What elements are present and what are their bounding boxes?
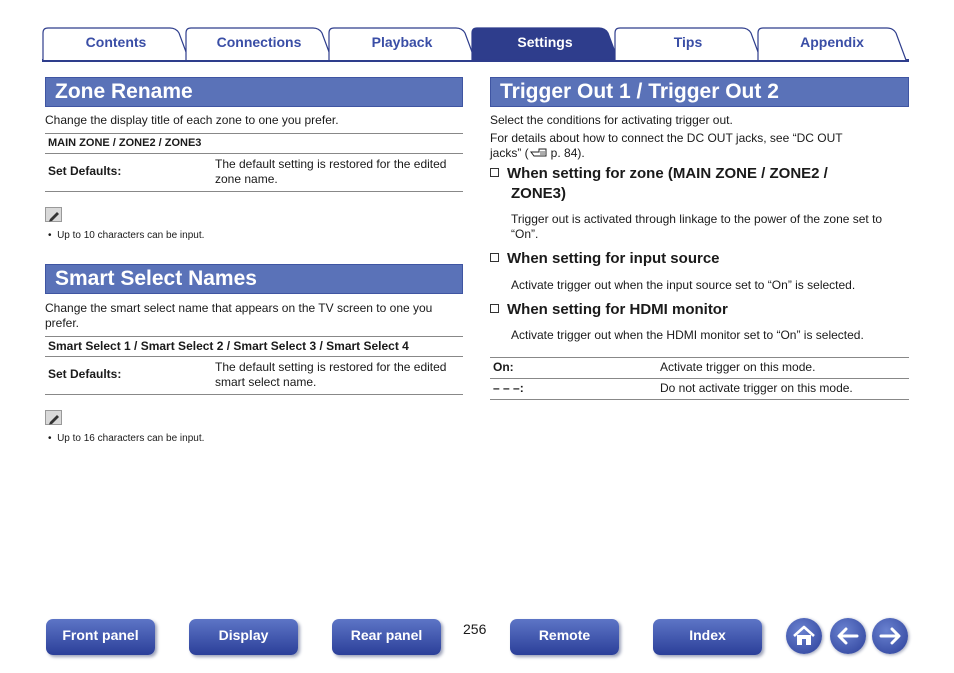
rear-panel-button-label: Rear panel xyxy=(350,627,423,643)
trigger-header xyxy=(490,77,909,107)
smart-select-header xyxy=(45,264,463,294)
trigger-details-2b: p. 84). xyxy=(550,146,585,160)
smart-select-row-value-2: smart select name. xyxy=(215,375,317,389)
smart-select-table-header: Smart Select 1 / Smart Select 2 / Smart Select 3 / Smart Select 4 xyxy=(48,339,409,353)
tab-contents[interactable] xyxy=(42,27,190,60)
zone-rename-desc: Change the display title of each zone to one you prefer. xyxy=(45,113,339,127)
zone-rename-table-header: MAIN ZONE / ZONE2 / ZONE3 xyxy=(48,137,202,149)
tab-connections[interactable] xyxy=(185,27,333,60)
zone-rename-note: • Up to 10 characters can be input. xyxy=(48,230,205,241)
rear-panel-button[interactable] xyxy=(332,619,441,655)
tab-connections-label: Connections xyxy=(216,34,302,50)
display-button-label: Display xyxy=(218,627,269,643)
pencil-glyph xyxy=(46,208,63,223)
sub-zone-text-2: “On”. xyxy=(511,227,539,241)
front-panel-button[interactable] xyxy=(46,619,155,655)
smart-select-rule-top xyxy=(45,336,463,337)
index-button[interactable] xyxy=(653,619,762,655)
zone-rename-header xyxy=(45,77,463,107)
tab-settings[interactable] xyxy=(471,27,619,60)
home-button[interactable] xyxy=(786,618,822,654)
zone-rename-row-value-2: zone name. xyxy=(215,172,278,186)
option-on-label: On: xyxy=(493,360,514,374)
zone-rename-row-label: Set Defaults: xyxy=(48,164,122,178)
trigger-details-1: For details about how to connect the DC OUT jacks, see “DC OUT xyxy=(490,131,843,145)
tab-appendix[interactable] xyxy=(757,27,907,60)
display-button[interactable] xyxy=(189,619,298,655)
sub-zone-title-2: ZONE3) xyxy=(511,185,567,202)
trigger-details-2 xyxy=(490,146,585,161)
checkbox-icon xyxy=(490,304,499,313)
option-off-label: – – –: xyxy=(493,381,524,395)
zone-rename-title: Zone Rename xyxy=(55,80,193,103)
option-on-value: Activate trigger on this mode. xyxy=(660,360,816,374)
zone-rename-note-text: Up to 10 characters can be input. xyxy=(57,230,205,241)
tab-contents-label: Contents xyxy=(85,34,147,50)
trigger-table-rule-mid xyxy=(490,378,909,379)
tab-settings-label: Settings xyxy=(517,34,573,50)
sub-zone-heading xyxy=(490,164,828,184)
remote-button[interactable] xyxy=(510,619,619,655)
smart-select-row-label: Set Defaults: xyxy=(48,367,122,381)
smart-select-note: • Up to 16 characters can be input. xyxy=(48,433,205,444)
sub-input-title: When setting for input source xyxy=(507,250,720,267)
smart-select-rule-mid xyxy=(45,356,463,357)
tab-tips-label: Tips xyxy=(673,34,703,50)
tab-playback[interactable] xyxy=(328,27,476,60)
forward-button[interactable] xyxy=(872,618,908,654)
page-number: 256 xyxy=(463,621,487,637)
sub-hdmi-heading xyxy=(490,300,728,320)
trigger-table-rule-bottom xyxy=(490,399,909,400)
smart-select-desc-2: prefer. xyxy=(45,316,80,330)
sub-input-text: Activate trigger out when the input source set to “On” is selected. xyxy=(511,278,856,292)
tab-appendix-label: Appendix xyxy=(800,34,864,50)
tab-playback-label: Playback xyxy=(371,34,433,50)
option-off-value: Do not activate trigger on this mode. xyxy=(660,381,853,395)
zone-rename-row-value-1: The default setting is restored for the edited xyxy=(215,157,447,171)
tab-tips[interactable] xyxy=(614,27,762,60)
zone-rename-rule-mid xyxy=(45,153,463,154)
index-button-label: Index xyxy=(689,627,726,643)
pencil-note-icon xyxy=(45,410,62,425)
checkbox-icon xyxy=(490,168,499,177)
checkbox-icon xyxy=(490,253,499,262)
remote-button-label: Remote xyxy=(538,627,591,643)
smart-select-desc-1: Change the smart select name that appears on the TV screen to one you xyxy=(45,301,433,315)
zone-rename-rule-top xyxy=(45,133,463,134)
back-button[interactable] xyxy=(830,618,866,654)
pencil-glyph xyxy=(46,411,63,426)
front-panel-button-label: Front panel xyxy=(62,627,139,643)
forward-arrow-icon xyxy=(872,618,908,654)
trigger-desc: Select the conditions for activating trigger out. xyxy=(490,113,733,127)
trigger-details-2a: jacks” ( xyxy=(490,146,529,160)
sub-hdmi-text: Activate trigger out when the HDMI monitor set to “On” is selected. xyxy=(511,328,864,342)
home-icon xyxy=(786,618,822,654)
sub-zone-text-1: Trigger out is activated through linkage to the power of the zone set to xyxy=(511,212,883,226)
pointing-hand-icon xyxy=(530,147,548,158)
trigger-title: Trigger Out 1 / Trigger Out 2 xyxy=(500,80,779,103)
smart-select-rule-bottom xyxy=(45,394,463,395)
smart-select-title: Smart Select Names xyxy=(55,267,257,290)
sub-zone-title-1: When setting for zone (MAIN ZONE / ZONE2 / xyxy=(507,165,828,182)
sub-input-heading xyxy=(490,249,720,269)
zone-rename-rule-bottom xyxy=(45,191,463,192)
sub-hdmi-title: When setting for HDMI monitor xyxy=(507,301,728,318)
trigger-table-rule-top xyxy=(490,357,909,358)
smart-select-note-text: Up to 16 characters can be input. xyxy=(57,433,205,444)
pencil-note-icon xyxy=(45,207,62,222)
back-arrow-icon xyxy=(830,618,866,654)
smart-select-row-value-1: The default setting is restored for the edited xyxy=(215,360,447,374)
